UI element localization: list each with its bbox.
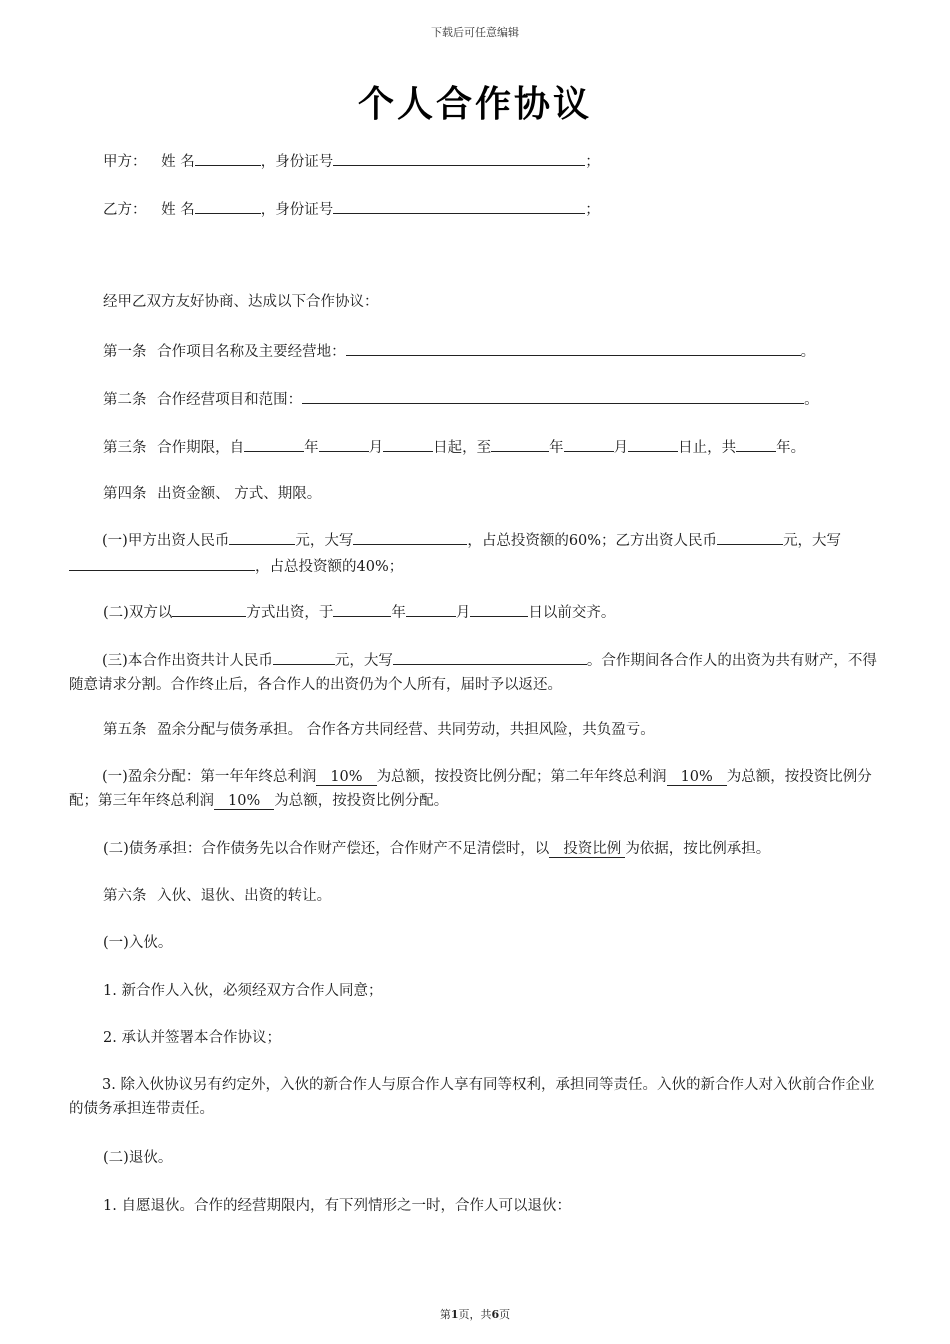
year-text: 年 [391,605,406,621]
blank [333,599,391,617]
party-b-id-blank [333,196,585,214]
month-text: 月 [613,440,629,456]
page-total: 6 [491,1308,500,1321]
semicolon: ； [585,154,600,170]
article-5-item-2 [103,837,770,861]
article-6-text: 入伙、退伙、出资的转让。 [157,888,332,904]
article-4-item-1 [69,527,881,579]
period: 。 [804,392,819,408]
blank [383,434,433,452]
party-b-line [103,196,600,222]
article-2 [103,386,819,412]
article-4 [103,482,321,506]
profit-rate-1: 10% [316,769,376,786]
text: 日以前交齐。 [528,605,616,621]
text: 方式出资，于 [246,605,334,621]
footer-text: 页，共 [458,1308,492,1321]
comma: ， [260,154,276,170]
text: ，占总投资额的40%； [255,559,404,575]
article-1-text: 合作项目名称及主要经营地： [157,344,346,360]
article-6 [103,884,331,908]
party-a-id-label: 身份证号 [275,154,334,170]
party-b-name-blank [195,196,261,214]
text: (二)双方以 [103,605,173,621]
blank [229,527,295,545]
debt-basis: 投资比例 [549,841,625,858]
article-2-blank [302,386,804,404]
party-b-name-label: 姓 名 [161,202,195,218]
month-text: 月 [368,440,384,456]
comma: ， [260,202,276,218]
blank [736,434,776,452]
party-b-id-label: 身份证号 [275,202,334,218]
blank [491,434,549,452]
month-text: 月 [455,605,471,621]
day-to-text: 日止，共 [678,440,737,456]
blank [353,527,467,545]
party-b-label: 乙方： [103,202,147,218]
year-end-text: 年。 [776,440,806,456]
text: (三)本合作出资共计人民币 [102,653,273,669]
article-6-item-1-3: 3. 除入伙协议另有约定外，入伙的新合作人与原合作人享有同等权利，承担同等责任。入伙的新合作人对入伙前合作企业的债务承担连带责任。 [69,1077,875,1117]
article-6-item-2-1: 1. 自愿退伙。合作的经营期限内，有下列情形之一时，合作人可以退伙： [103,1198,571,1214]
article-3-text: 合作期限，自 [157,440,245,456]
blank [69,553,255,571]
blank [406,599,456,617]
text: (一)盈余分配：第一年年终总利润 [102,769,317,785]
article-6-item-1-1: 1. 新合作人入伙，必须经双方合作人同意； [103,983,383,999]
text: ，占总投资额的60%；乙方出资人民币 [467,533,718,549]
party-a-id-blank [333,148,585,166]
text: 为总额，按投资比例分配；第三年年终总利润 [69,769,872,809]
party-a-line [103,148,600,174]
text: 为总额，按投资比例分配；第二年年终总利润 [376,769,667,785]
article-1-label: 第一条 [103,344,147,360]
blank [717,527,783,545]
article-2-text: 合作经营项目和范围： [157,392,303,408]
article-4-item-3 [69,647,881,697]
blank [244,434,304,452]
article-1 [103,338,815,364]
blank [273,647,335,665]
article-3-label: 第三条 [103,440,147,456]
party-a-label: 甲方： [103,154,147,170]
article-6-label: 第六条 [103,888,147,904]
text: 为总额，按投资比例分配。 [274,793,449,809]
text: (一)甲方出资人民币 [102,533,230,549]
article-1-blank [346,338,801,356]
text: (二)债务承担：合作债务先以合作财产偿还，合作财产不足清偿时，以 [103,841,550,857]
page-footer [0,1306,950,1322]
year-text: 年 [304,440,319,456]
blank [470,599,528,617]
document-title: 个人合作协议 [357,84,592,125]
year-text: 年 [549,440,564,456]
text: 元，大写 [783,533,842,549]
article-5-label: 第五条 [103,722,147,738]
footer-text: 第 [439,1308,451,1321]
article-5-item-1 [69,765,881,813]
article-4-label: 第四条 [103,486,147,502]
page-number: 1 [450,1308,459,1321]
semicolon: ； [585,202,600,218]
page-header: 下载后可任意编辑 [431,26,519,39]
blank [172,599,246,617]
article-6-item-1-2: 2. 承认并签署本合作协议； [103,1030,281,1046]
article-2-label: 第二条 [103,392,147,408]
blank [564,434,614,452]
article-4-text: 出资金额、 方式、期限。 [157,486,322,502]
text: 元，大写 [295,533,354,549]
article-6-item-2: (二)退伙。 [103,1150,173,1166]
article-5-text: 盈余分配与债务承担。 合作各方共同经营、共同劳动，共担风险，共负盈亏。 [157,722,655,738]
profit-rate-3: 10% [214,793,274,810]
period: 。 [800,344,816,360]
text: 。合作期间各合作人的出资为共有财产，不得随意请求分割。合作终止后，各合作人的出资仍为个人所有，届时予以返还。 [69,653,877,693]
article-5 [103,718,655,742]
party-a-name-blank [195,148,261,166]
day-from-text: 日起，至 [433,440,492,456]
blank [319,434,369,452]
text: 元，大写 [334,653,393,669]
party-a-name-label: 姓 名 [161,154,195,170]
intro-text: 经甲乙双方友好协商、达成以下合作协议： [103,294,379,310]
profit-rate-2: 10% [667,769,727,786]
footer-text: 页 [499,1308,511,1321]
text: 为依据，按比例承担。 [625,841,771,857]
article-3 [103,434,805,460]
blank [393,647,587,665]
article-6-item-1: (一)入伙。 [103,935,173,951]
blank [628,434,678,452]
article-4-item-2 [103,599,615,625]
